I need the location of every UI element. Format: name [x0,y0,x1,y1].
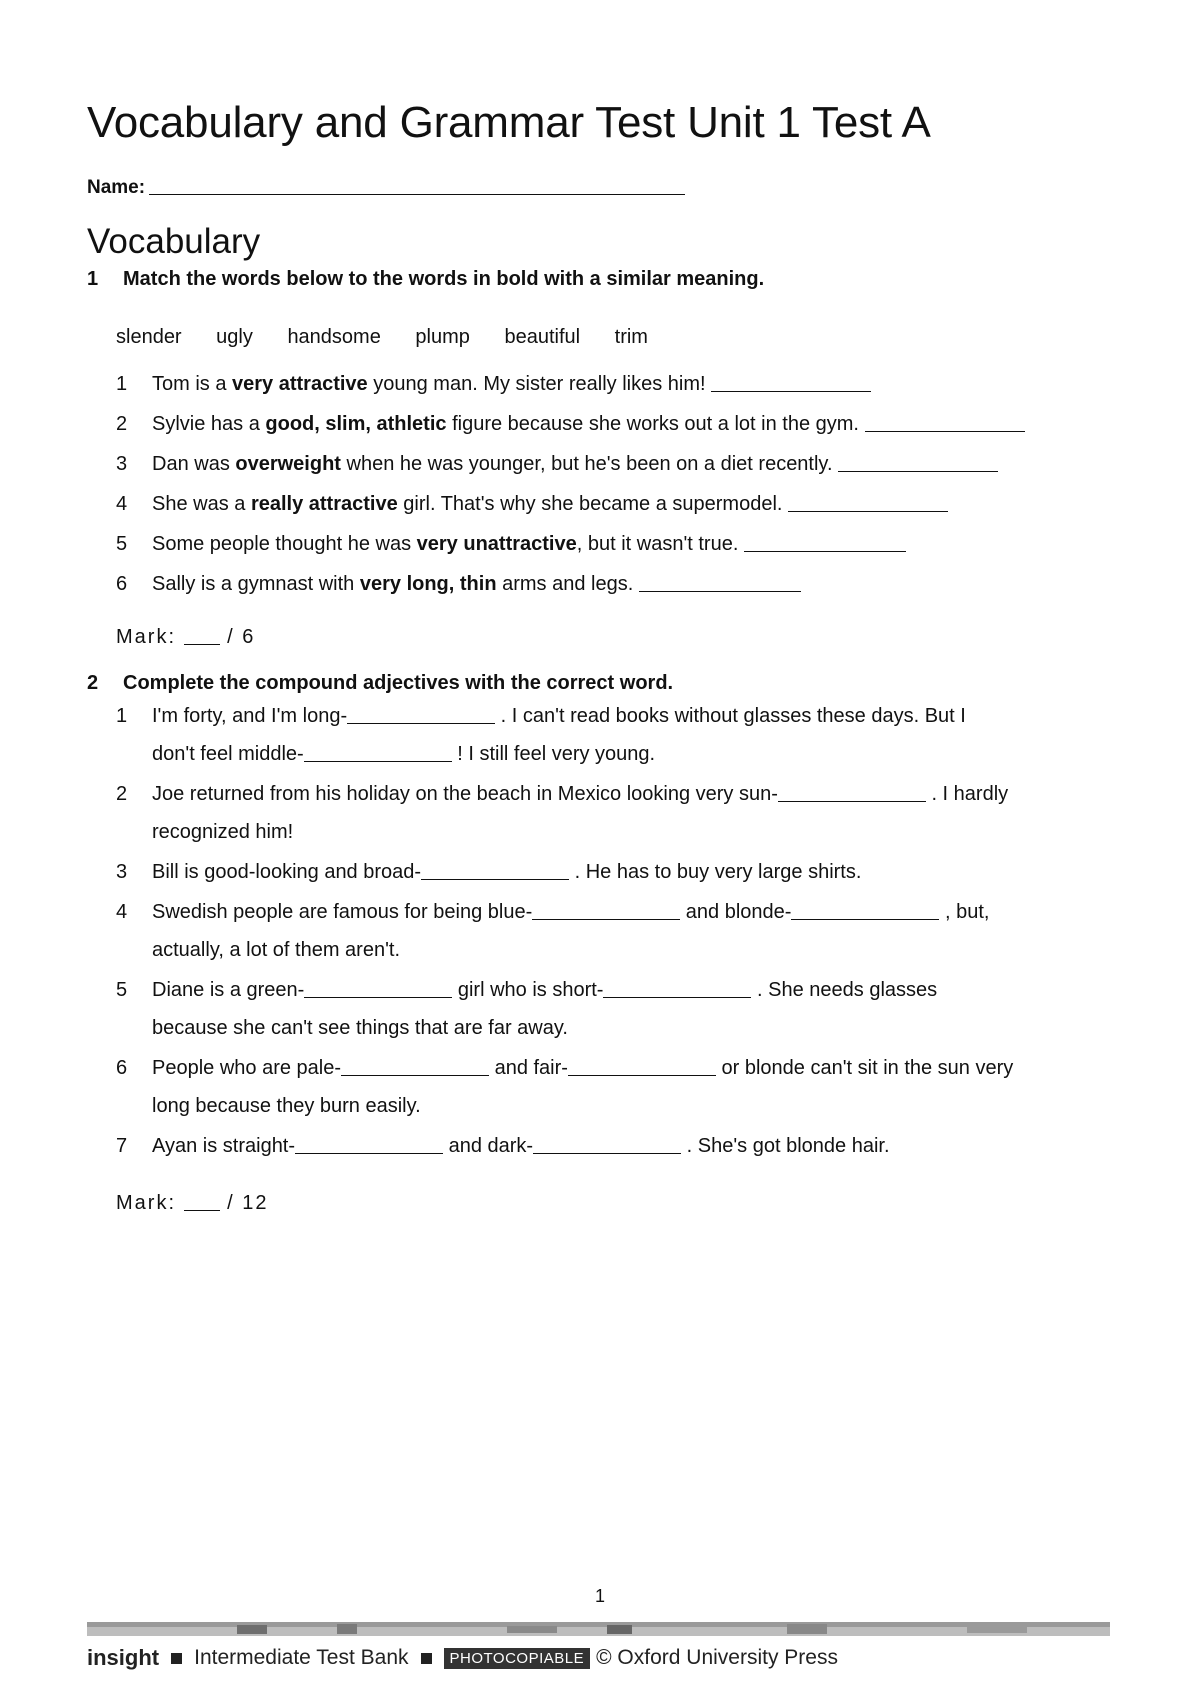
answer-blank[interactable] [421,862,569,880]
answer-blank[interactable] [838,454,998,472]
answer-blank[interactable] [711,374,871,392]
mark-label: Mark: [116,1192,176,1214]
footer-publisher: © Oxford University Press [596,1646,838,1669]
item-text: . I hardly [925,783,1009,805]
answer-blank[interactable] [791,902,939,920]
item-text: , but it wasn't true. [576,533,744,555]
item-text: . I can't read books without glasses these days. But I [495,705,966,727]
item-text: Sally is a gymnast with [152,573,360,595]
item-number: 7 [116,1135,128,1157]
item-text: arms and legs. [496,573,639,595]
answer-blank[interactable] [304,744,452,762]
item-text: girl. That's why she became a supermodel. [397,493,789,515]
item-bold-text: very long, thin [359,573,497,595]
item-number: 2 [116,783,128,805]
item-number: 3 [116,861,128,883]
item-text: Swedish people are famous for being blue- [152,901,533,923]
item-text: Joe returned from his holiday on the beach in Mexico looking very sun- [152,783,778,805]
answer-blank[interactable] [532,902,680,920]
mark-blank[interactable] [184,1193,220,1211]
footer [87,1645,838,1671]
mark-total: / 12 [227,1192,269,1214]
item-text: recognized him! [152,821,294,843]
item-bold-text: good, slim, athletic [265,413,447,435]
item-number: 5 [116,533,128,555]
item-text: Bill is good-looking and broad- [152,861,422,883]
item-number: 3 [116,453,128,475]
decorative-banner-strip [87,1622,1110,1636]
item-text: Some people thought he was [152,533,417,555]
task2-heading [87,672,673,695]
item-text: Diane is a green- [152,979,305,1001]
item-number: 6 [116,573,128,595]
item-number: 1 [116,373,128,395]
item-text: or blonde can't sit in the sun very [715,1057,1014,1079]
answer-blank[interactable] [295,1136,443,1154]
item-text: . She needs glasses [751,979,938,1001]
item-bold-text: really attractive [250,493,398,515]
name-field[interactable] [149,176,685,195]
item-text: She was a [152,493,251,515]
item-text: when he was younger, but he's been on a diet recently. [340,453,839,475]
task2-number: 2 [87,672,99,694]
item-text: . She's got blonde hair. [681,1135,890,1157]
item-text: figure because she works out a lot in the gym. [446,413,865,435]
item-bold-text: very unattractive [416,533,577,555]
item-text: and fair- [489,1057,568,1079]
item-number: 4 [116,901,128,923]
item-text: young man. My sister really likes him! [367,373,712,395]
page-number: 1 [594,1586,605,1606]
item-bold-text: very attractive [232,373,368,395]
item-text: long because they burn easily. [152,1095,421,1117]
item-text: . He has to buy very large shirts. [569,861,862,883]
answer-blank[interactable] [639,574,801,592]
item-text: don't feel middle- [152,743,304,765]
answer-blank[interactable] [788,494,948,512]
task1-instruction: Match the words below to the words in bold with a similar meaning. [123,268,765,290]
item-bold-text: overweight [235,453,341,475]
item-text: I'm forty, and I'm long- [152,705,348,727]
mark-blank[interactable] [184,627,220,645]
answer-blank[interactable] [603,980,751,998]
word-bank-item: handsome [287,326,381,348]
item-text: actually, a lot of them aren't. [152,939,401,961]
answer-blank[interactable] [778,784,926,802]
item-number: 2 [116,413,128,435]
answer-blank[interactable] [568,1058,716,1076]
name-label: Name: [87,177,146,198]
photocopiable-badge: PHOTOCOPIABLE [444,1648,591,1669]
task1-number: 1 [87,268,99,290]
item-text: ! I still feel very young. [451,743,656,765]
answer-blank[interactable] [533,1136,681,1154]
answer-blank[interactable] [865,414,1025,432]
task1-mark [116,626,255,649]
word-bank-item: slender [116,326,182,348]
word-bank-item: trim [614,326,648,348]
item-number: 4 [116,493,128,515]
answer-blank[interactable] [304,980,452,998]
answer-blank[interactable] [347,706,495,724]
item-text: because she can't see things that are far away. [152,1017,568,1039]
item-text: girl who is short- [452,979,604,1001]
square-bullet-icon [421,1653,432,1664]
item-text: Dan was [152,453,236,475]
item-number: 1 [116,705,128,727]
square-bullet-icon [171,1653,182,1664]
word-bank-item: plump [415,326,470,348]
answer-blank[interactable] [744,534,906,552]
name-row [87,176,685,199]
item-text: and dark- [443,1135,534,1157]
item-text: Ayan is straight- [152,1135,296,1157]
item-number: 5 [116,979,128,1001]
item-text: , but, [939,901,990,923]
word-bank-item: beautiful [504,326,581,348]
item-text: and blonde- [680,901,792,923]
item-number: 6 [116,1057,128,1079]
mark-total: / 6 [227,626,256,648]
footer-brand: insight [87,1645,160,1670]
item-text: People who are pale- [152,1057,342,1079]
page-title: Vocabulary and Grammar Test Unit 1 Test A [87,98,931,147]
footer-product: Intermediate Test Bank [194,1646,409,1669]
mark-label: Mark: [116,626,176,648]
word-bank-item: ugly [216,326,253,348]
task2-mark [116,1192,268,1215]
section-title: Vocabulary [87,222,261,261]
task1-heading [87,268,764,291]
task2-instruction: Complete the compound adjectives with the correct word. [123,672,674,694]
word-bank [116,326,677,349]
answer-blank[interactable] [341,1058,489,1076]
item-text: Sylvie has a [152,413,266,435]
item-text: Tom is a [152,373,233,395]
